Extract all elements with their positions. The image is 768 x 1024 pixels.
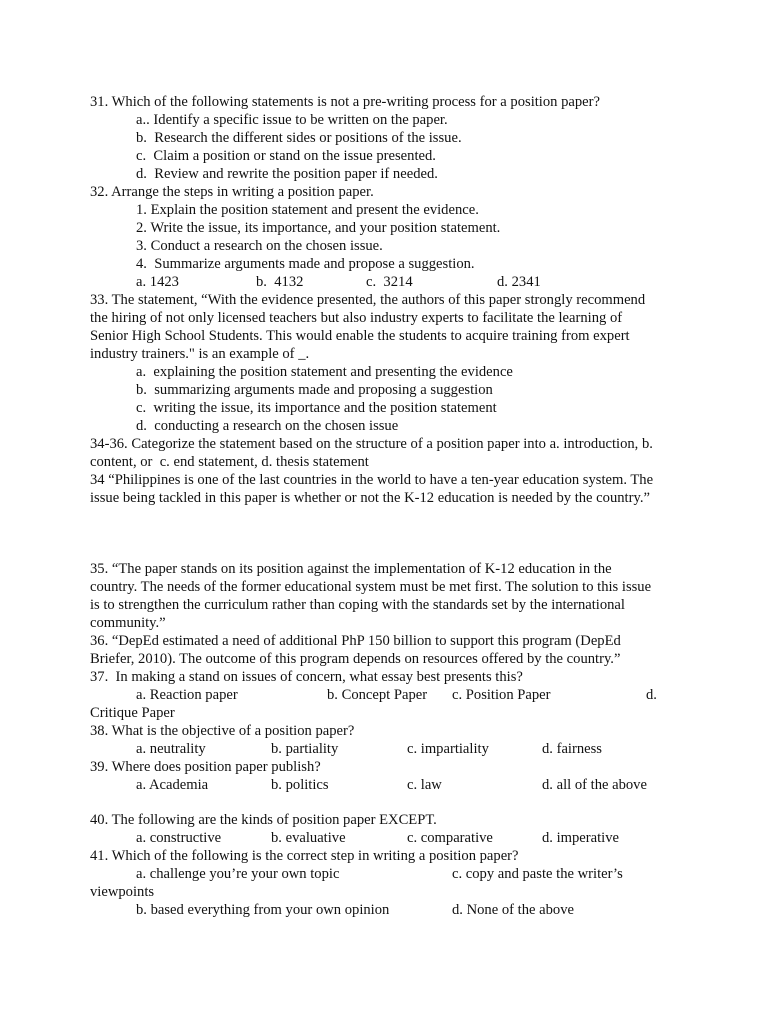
question-35-line-2: country. The needs of the former educational system must be met first. The solution to this issue <box>90 579 652 595</box>
question-40-stem: 40. The following are the kinds of position paper EXCEPT. <box>90 812 437 828</box>
question-33-choice-b: b. summarizing arguments made and proposing a suggestion <box>136 382 493 398</box>
question-33-stem-line-1: 33. The statement, “With the evidence presented, the authors of this paper strongly recommend <box>90 292 646 308</box>
question-37-choice-d: d. <box>646 687 657 703</box>
question-32-step-2: 2. Write the issue, its importance, and your position statement. <box>136 220 501 236</box>
question-31-stem: 31. Which of the following statements is not a pre-writing process for a position paper? <box>90 94 600 110</box>
section-34-36-instructions-line-2: content, or c. end statement, d. thesis statement <box>90 454 369 470</box>
question-32-step-4: 4. Summarize arguments made and propose a suggestion. <box>136 256 475 272</box>
question-40-choice-c: c. comparative <box>407 830 493 846</box>
question-40-choice-b: b. evaluative <box>271 830 346 846</box>
question-38-stem: 38. What is the objective of a position paper? <box>90 723 355 739</box>
question-35-line-1: 35. “The paper stands on its position against the implementation of K-12 education in the <box>90 561 612 577</box>
question-31-choice-b: b. Research the different sides or positions of the issue. <box>136 130 462 146</box>
question-40-choice-d: d. imperative <box>542 830 619 846</box>
question-34-line-1: 34 “Philippines is one of the last countries in the world to have a ten-year education system. The <box>90 472 654 488</box>
question-32-choice-d: d. 2341 <box>497 274 541 290</box>
question-41-choice-a: a. challenge you’re your own topic <box>136 866 340 882</box>
question-39-choice-c: c. law <box>407 777 442 793</box>
question-39-stem: 39. Where does position paper publish? <box>90 759 321 775</box>
question-36-line-1: 36. “DepEd estimated a need of additional PhP 150 billion to support this program (DepEd <box>90 633 621 649</box>
question-32-stem: 32. Arrange the steps in writing a position paper. <box>90 184 374 200</box>
question-31-choice-a: a.. Identify a specific issue to be written on the paper. <box>136 112 448 128</box>
question-31-choice-d: d. Review and rewrite the position paper if needed. <box>136 166 438 182</box>
question-32-choice-c: c. 3214 <box>366 274 413 290</box>
question-33-stem-line-4: industry trainers." is an example of _. <box>90 346 310 362</box>
question-32-step-1: 1. Explain the position statement and present the evidence. <box>136 202 479 218</box>
question-33-choice-d: d. conducting a research on the chosen issue <box>136 418 399 434</box>
question-37-choice-b: b. Concept Paper <box>327 687 428 703</box>
question-32-step-3: 3. Conduct a research on the chosen issue. <box>136 238 383 254</box>
question-39-choice-d: d. all of the above <box>542 777 647 793</box>
question-41-choice-c: c. copy and paste the writer’s <box>452 866 623 882</box>
section-34-36-instructions-line-1: 34-36. Categorize the statement based on the structure of a position paper into a. introduction, b. <box>90 436 653 452</box>
question-36-line-2: Briefer, 2010). The outcome of this program depends on resources offered by the country.” <box>90 651 621 667</box>
question-33-choice-a: a. explaining the position statement and presenting the evidence <box>136 364 513 380</box>
question-41-stem: 41. Which of the following is the correct step in writing a position paper? <box>90 848 519 864</box>
question-39-choice-a: a. Academia <box>136 777 209 793</box>
question-37-choice-a: a. Reaction paper <box>136 687 238 703</box>
question-34-line-2: issue being tackled in this paper is whether or not the K-12 education is needed by the country.” <box>90 490 650 506</box>
question-38-choice-b: b. partiality <box>271 741 339 757</box>
question-39-choice-b: b. politics <box>271 777 329 793</box>
question-33-stem-line-3: Senior High School Students. This would enable the students to acquire training from expert <box>90 328 630 344</box>
question-33-choice-c: c. writing the issue, its importance and the position statement <box>136 400 497 416</box>
question-37-choice-d-text: Critique Paper <box>90 705 175 721</box>
question-37-choice-c: c. Position Paper <box>452 687 551 703</box>
question-38-choice-a: a. neutrality <box>136 741 206 757</box>
question-31-choice-c: c. Claim a position or stand on the issue presented. <box>136 148 436 164</box>
question-38-choice-d: d. fairness <box>542 741 602 757</box>
question-38-choice-c: c. impartiality <box>407 741 489 757</box>
question-41-choice-c-text: viewpoints <box>90 884 155 900</box>
question-40-choice-a: a. constructive <box>136 830 222 846</box>
question-33-stem-line-2: the hiring of not only licensed teachers but also industry experts to facilitate the learning of <box>90 310 623 326</box>
question-32-choice-b: b. 4132 <box>256 274 304 290</box>
question-32-choice-a: a. 1423 <box>136 274 179 290</box>
question-35-line-4: community.” <box>90 615 166 631</box>
question-37-stem: 37. In making a stand on issues of concern, what essay best presents this? <box>90 669 523 685</box>
question-41-choice-d: d. None of the above <box>452 902 574 918</box>
question-41-choice-b: b. based everything from your own opinion <box>136 902 390 918</box>
question-35-line-3: is to strengthen the curriculum rather than coping with the standards set by the international <box>90 597 625 613</box>
